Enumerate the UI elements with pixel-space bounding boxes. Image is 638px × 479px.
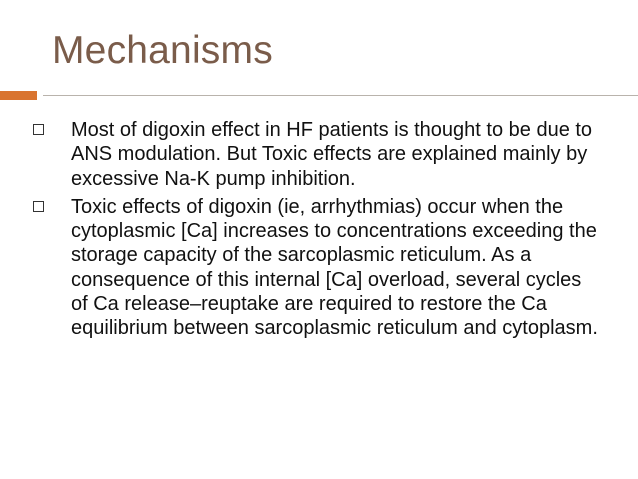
bullet-item (33, 195, 603, 341)
square-bullet-icon (33, 201, 44, 212)
slide-title: Mechanisms (52, 29, 273, 72)
slide-body (33, 118, 603, 345)
bullet-text: Most of digoxin effect in HF patients is thought to be due to ANS modulation. But Toxic effects are explained mainly by excessive Na-K pump inhibition. (71, 119, 593, 190)
bullet-item (33, 118, 603, 191)
title-accent-bar (0, 91, 37, 100)
square-bullet-icon (33, 124, 44, 135)
title-divider (43, 95, 638, 96)
bullet-text: Toxic effects of digoxin (ie, arrhythmias) occur when the cytoplasmic [Ca] increases to concentrations exceeding the storage capacity of the sarcoplasmic reticulum. As a consequence of this internal [Ca] overload, several cycles of Ca release–reuptake are required to restore the Ca equilibrium between sarcoplasmic reticulum and cytoplasm. (71, 195, 598, 340)
